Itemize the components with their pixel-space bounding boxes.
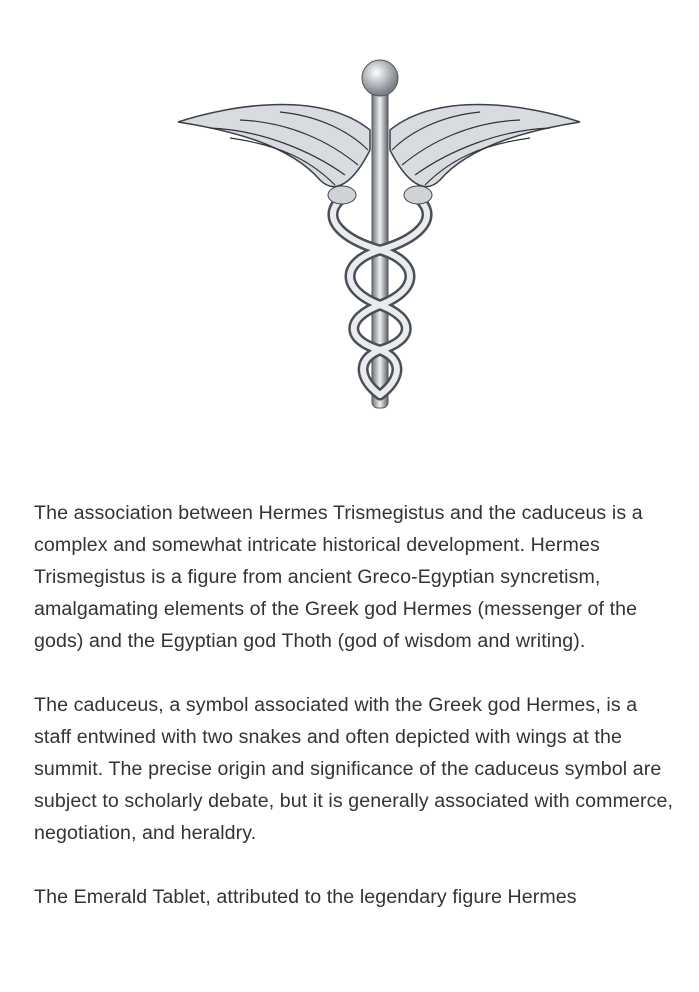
caduceus-icon	[170, 50, 590, 430]
paragraph: The caduceus, a symbol associated with the Greek god Hermes, is a staff entwined with two snakes and often depicted with wings at the summit. The precise origin and significance of the caduceus symbol are subject to scholarly debate, but it is generally associated with commerce, negotiation, and heraldry.	[34, 694, 674, 844]
paragraph: The Emerald Tablet, attributed to the legendary figure Hermes	[34, 886, 577, 908]
caduceus-image	[170, 50, 590, 430]
paragraph: The association between Hermes Trismegistus and the caduceus is a complex and somewhat intricate historical development. Hermes Trismegistus is a figure from ancient Greco-Egyptian syncretism, amalgamating elements of the Greek god Hermes (messenger of the gods) and the Egyptian god Thoth (god of wisdom and writing).	[34, 502, 643, 652]
message-content	[34, 497, 674, 945]
